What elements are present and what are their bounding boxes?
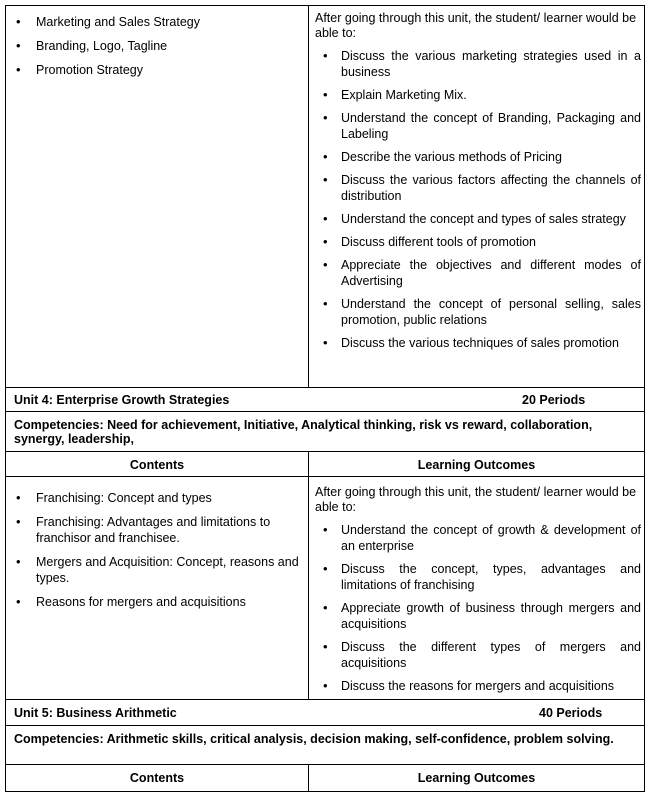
contents-header-label: Contents	[129, 771, 185, 785]
unit4-outcomes-header	[309, 451, 645, 476]
unit4-outcome: • Discuss the reasons for mergers and acquisitions	[315, 678, 641, 694]
unit5-competencies: Competencies: Arithmetic skills, critical analysis, decision making, self-confidence, problem solving.	[14, 732, 614, 746]
unit4-outcome: • Understand the concept of growth & development of an enterprise	[315, 522, 641, 554]
unit3-topic: • Promotion Strategy	[6, 62, 304, 78]
contents-header-label: Contents	[129, 458, 185, 472]
unit3-topics-list	[6, 14, 304, 78]
unit3-outcome: • Discuss the various marketing strategies used in a business	[315, 48, 641, 80]
unit4-contents-header	[5, 451, 309, 476]
unit4-title-row	[5, 387, 645, 411]
unit5-title: Unit 5: Business Arithmetic	[14, 706, 177, 720]
unit5-competencies-row	[5, 725, 645, 764]
unit4-competencies: Competencies: Need for achievement, Initiative, Analytical thinking, risk vs reward, collaboration, synergy, leadership,	[14, 418, 593, 446]
unit3-contents-cell	[5, 5, 309, 387]
syllabus-table	[5, 0, 645, 792]
unit3-outcome: • Discuss the various factors affecting the channels of distribution	[315, 172, 641, 204]
unit4-topic: • Franchising: Concept and types	[6, 490, 308, 506]
unit3-outcome: • Understand the concept of Branding, Packaging and Labeling	[315, 110, 641, 142]
unit3-outcome: • Understand the concept and types of sales strategy	[315, 211, 641, 227]
unit3-outcome: • Explain Marketing Mix.	[315, 87, 641, 103]
unit4-outcome: • Discuss the concept, types, advantages and limitations of franchising	[315, 561, 641, 593]
unit3-outcome: • Discuss different tools of promotion	[315, 234, 641, 250]
unit4-periods: 20 Periods	[522, 393, 586, 407]
unit4-outcome: • Discuss the different types of mergers and acquisitions	[315, 639, 641, 671]
unit4-outcomes-list	[315, 522, 641, 694]
unit3-outcome: • Discuss the various techniques of sales promotion	[315, 335, 641, 351]
unit4-title: Unit 4: Enterprise Growth Strategies	[14, 393, 230, 407]
unit5-periods: 40 Periods	[539, 706, 603, 720]
unit4-outcomes-cell	[309, 476, 645, 699]
unit3-outcome: • Appreciate the objectives and different modes of Advertising	[315, 257, 641, 289]
unit3-topic: • Branding, Logo, Tagline	[6, 38, 304, 54]
outcomes-header-label: Learning Outcomes	[417, 771, 536, 785]
unit3-topic: • Marketing and Sales Strategy	[6, 14, 304, 30]
unit4-topic: • Mergers and Acquisition: Concept, reasons and types.	[6, 554, 308, 586]
unit4-competencies-row	[5, 411, 645, 451]
unit4-outcomes-intro: After going through this unit, the student/ learner would be able to:	[315, 485, 637, 514]
unit4-topic: • Reasons for mergers and acquisitions	[6, 594, 308, 610]
unit3-outcome: • Understand the concept of personal selling, sales promotion, public relations	[315, 296, 641, 328]
unit3-outcomes-intro: After going through this unit, the student/ learner would be able to:	[315, 11, 637, 40]
unit4-topic: • Franchising: Advantages and limitations to franchisor and franchisee.	[6, 514, 308, 546]
unit5-outcomes-header	[309, 764, 645, 792]
unit3-outcomes-cell	[309, 5, 645, 387]
unit4-topics-list	[6, 490, 308, 610]
unit4-contents-cell	[5, 476, 309, 699]
unit4-outcome: • Appreciate growth of business through mergers and acquisitions	[315, 600, 641, 632]
unit5-contents-header	[5, 764, 309, 792]
unit5-title-row	[5, 699, 645, 725]
unit3-outcome: • Describe the various methods of Pricing	[315, 149, 641, 165]
outcomes-header-label: Learning Outcomes	[417, 458, 536, 472]
unit3-outcomes-list	[315, 48, 641, 351]
